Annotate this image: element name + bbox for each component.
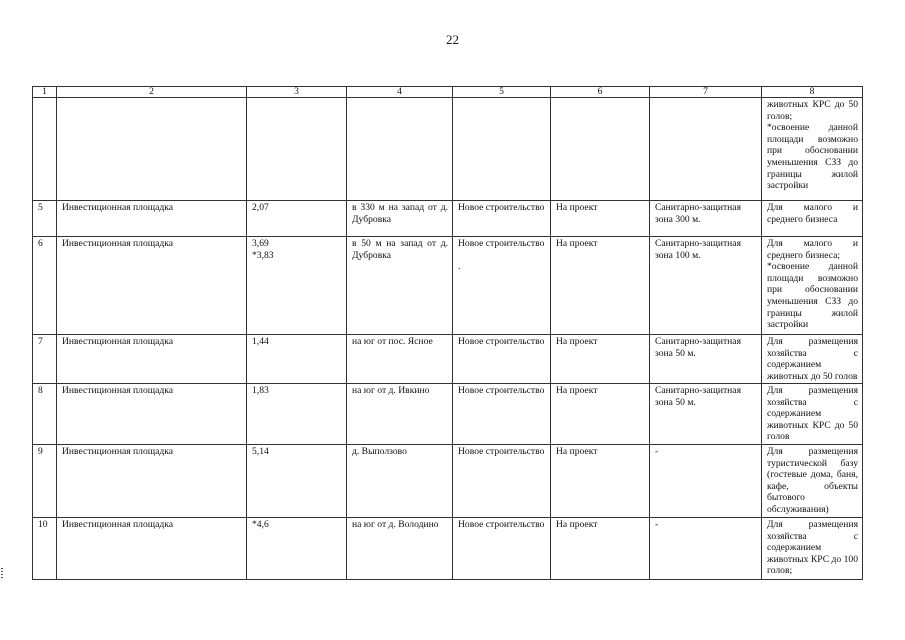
cell-area [247, 98, 347, 201]
table-row [33, 384, 863, 445]
cell-documentation: На проект [551, 518, 650, 580]
margin-mark [0, 566, 4, 582]
cell-purpose: Для размещения хозяйства с содержанием животных КРС до 100 голов; [762, 518, 863, 580]
cell-work-type: Новое строительство [453, 335, 551, 384]
table-row [33, 98, 863, 201]
cell-location: на юг от д. Ивкино [347, 384, 453, 445]
cell-area: 3,69 *3,83 [247, 237, 347, 335]
column-number-row [33, 87, 863, 98]
cell-location: в 330 м на запад от д. Дубровка [347, 201, 453, 237]
header-cell-documentation: 6 [551, 87, 650, 98]
cell-purpose: Для размещения хозяйства с содержанием животных КРС до 50 голов [762, 384, 863, 445]
cell-area: 1,44 [247, 335, 347, 384]
cell-area: *4,6 [247, 518, 347, 580]
cell-area: 1,83 [247, 384, 347, 445]
cell-work-type: Новое строительство [453, 384, 551, 445]
cell-area: 5,14 [247, 445, 347, 518]
cell-restrictions: Санитарно-защитная зона 50 м. [650, 335, 762, 384]
table-row [33, 237, 863, 335]
cell-work-type: Новое строительство . [453, 237, 551, 335]
header-cell-object-name: 2 [57, 87, 247, 98]
cell-object-name: Инвестиционная площадка [57, 384, 247, 445]
cell-object-name [57, 98, 247, 201]
cell-object-name: Инвестиционная площадка [57, 335, 247, 384]
header-cell-location: 4 [347, 87, 453, 98]
data-table [32, 86, 863, 580]
cell-restrictions: Санитарно-защитная зона 100 м. [650, 237, 762, 335]
cell-num: 7 [33, 335, 57, 384]
cell-location: на юг от д. Володино [347, 518, 453, 580]
cell-work-type: Новое строительство [453, 445, 551, 518]
cell-area: 2,07 [247, 201, 347, 237]
page-number: 22 [446, 32, 459, 47]
cell-num: 5 [33, 201, 57, 237]
cell-location: д. Выползово [347, 445, 453, 518]
cell-num: 9 [33, 445, 57, 518]
cell-documentation [551, 98, 650, 201]
table-row [33, 201, 863, 237]
cell-purpose: Для размещения туристической базу (гостевые дома, баня, кафе, объекты бытового обслуживания) [762, 445, 863, 518]
cell-num: 8 [33, 384, 57, 445]
cell-object-name: Инвестиционная площадка [57, 237, 247, 335]
cell-documentation: На проект [551, 335, 650, 384]
table-row [33, 335, 863, 384]
cell-location: на юг от пос. Ясное [347, 335, 453, 384]
cell-location [347, 98, 453, 201]
cell-purpose: Для малого и среднего бизнеса [762, 201, 863, 237]
table-row [33, 518, 863, 580]
cell-restrictions [650, 98, 762, 201]
cell-num: 10 [33, 518, 57, 580]
cell-documentation: На проект [551, 445, 650, 518]
cell-work-type [453, 98, 551, 201]
cell-object-name: Инвестиционная площадка [57, 201, 247, 237]
cell-documentation: На проект [551, 237, 650, 335]
cell-location: в 50 м на запад от д. Дубровка [347, 237, 453, 335]
cell-num: 6 [33, 237, 57, 335]
cell-object-name: Инвестиционная площадка [57, 518, 247, 580]
cell-documentation: На проект [551, 201, 650, 237]
cell-purpose: животных КРС до 50 голов; *освоение данной площади возможно при обосновании уменьшения СЗЗ до границы жилой застройки [762, 98, 863, 201]
cell-restrictions: Санитарно-защитная зона 300 м. [650, 201, 762, 237]
table-row [33, 445, 863, 518]
header-cell-work-type: 5 [453, 87, 551, 98]
header-cell-num: 1 [33, 87, 57, 98]
header-cell-purpose: 8 [762, 87, 863, 98]
cell-num [33, 98, 57, 201]
header-cell-area: 3 [247, 87, 347, 98]
cell-documentation: На проект [551, 384, 650, 445]
cell-object-name: Инвестиционная площадка [57, 445, 247, 518]
cell-restrictions: - [650, 445, 762, 518]
cell-work-type: Новое строительство [453, 201, 551, 237]
cell-purpose: Для малого и среднего бизнеса; *освоение данной площади возможно при обосновании уменьшения СЗЗ до границы жилой застройки [762, 237, 863, 335]
cell-restrictions: - [650, 518, 762, 580]
header-cell-restrictions: 7 [650, 87, 762, 98]
cell-work-type: Новое строительство [453, 518, 551, 580]
cell-purpose: Для размещения хозяйства с содержанием животных до 50 голов [762, 335, 863, 384]
cell-restrictions: Санитарно-защитная зона 50 м. [650, 384, 762, 445]
